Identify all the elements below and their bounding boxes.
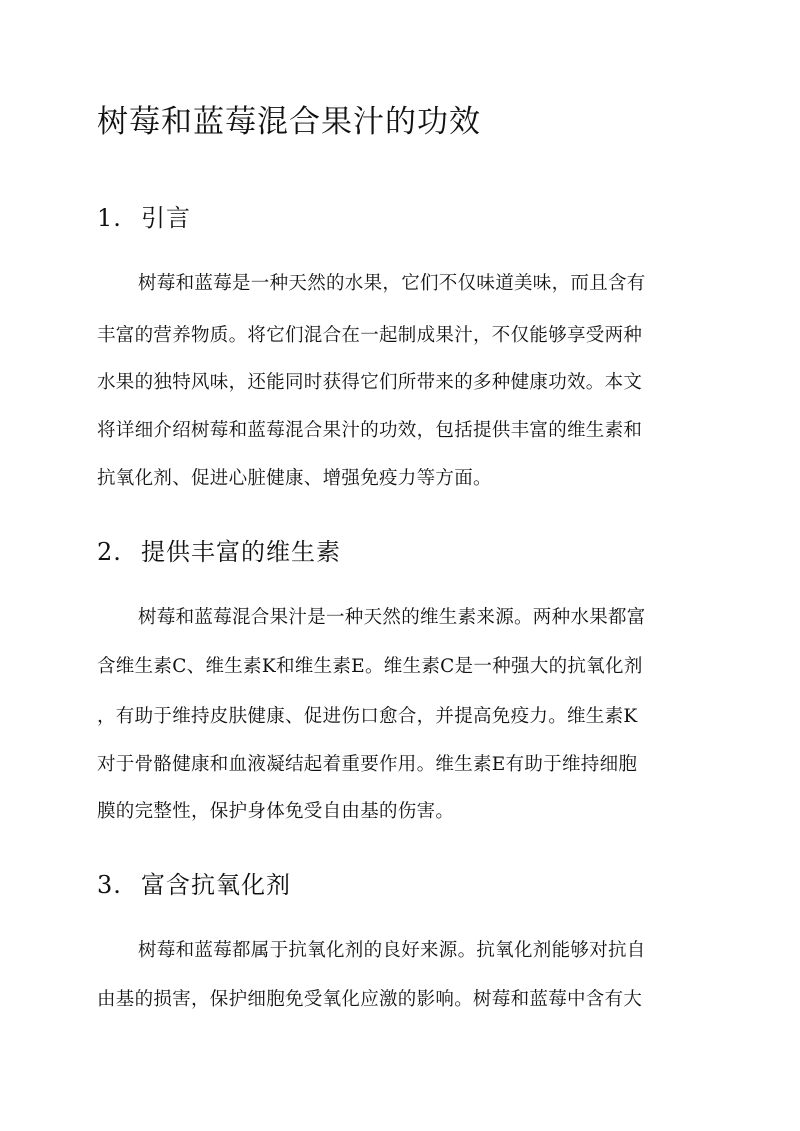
section-3-line-2: 由基的损害，保护细胞免受氧化应激的影响。树莓和蓝莓中含有大 [97,989,643,1010]
section-3-line-1: 树莓和蓝莓都属于抗氧化剂的良好来源。抗氧化剂能够对抗自 [138,940,646,961]
section-2-line-3: ，有助于维持皮肤健康、促进伤口愈合，并提高免疫力。维生素K [97,706,638,727]
section-1-line-4: 将详细介绍树莓和蓝莓混合果汁的功效，包括提供丰富的维生素和 [97,420,643,441]
section-2-line-2: 含维生素C、维生素K和维生素E。维生素C是一种强大的抗氧化剂 [97,656,643,677]
section-1-heading [97,198,191,233]
section-2-line-5: 膜的完整性，保护身体免受自由基的伤害。 [97,801,455,822]
section-1-number: 1. [97,204,122,232]
section-2-line-1: 树莓和蓝莓混合果汁是一种天然的维生素来源。两种水果都富 [138,607,646,628]
section-2-number: 2. [97,538,122,566]
section-1-line-5: 抗氧化剂、促进心脏健康、增强免疫力等方面。 [97,468,492,489]
section-1-line-2: 丰富的营养物质。将它们混合在一起制成果汁，不仅能够享受两种 [97,325,643,346]
section-2-heading [97,532,341,567]
section-1-title: 引言 [141,204,191,232]
section-3-title: 富含抗氧化剂 [141,871,291,899]
section-2-title: 提供丰富的维生素 [141,538,341,566]
section-2-line-4: 对于骨骼健康和血液凝结起着重要作用。维生素E有助于维持细胞 [97,754,638,775]
section-1-line-1: 树莓和蓝莓是一种天然的水果，它们不仅味道美味，而且含有 [138,273,646,294]
section-3-number: 3. [97,871,122,899]
section-3-heading [97,865,291,900]
document-title: 树莓和蓝莓混合果汁的功效 [97,104,481,140]
section-1-line-3: 水果的独特风味，还能同时获得它们所带来的多种健康功效。本文 [97,372,643,393]
